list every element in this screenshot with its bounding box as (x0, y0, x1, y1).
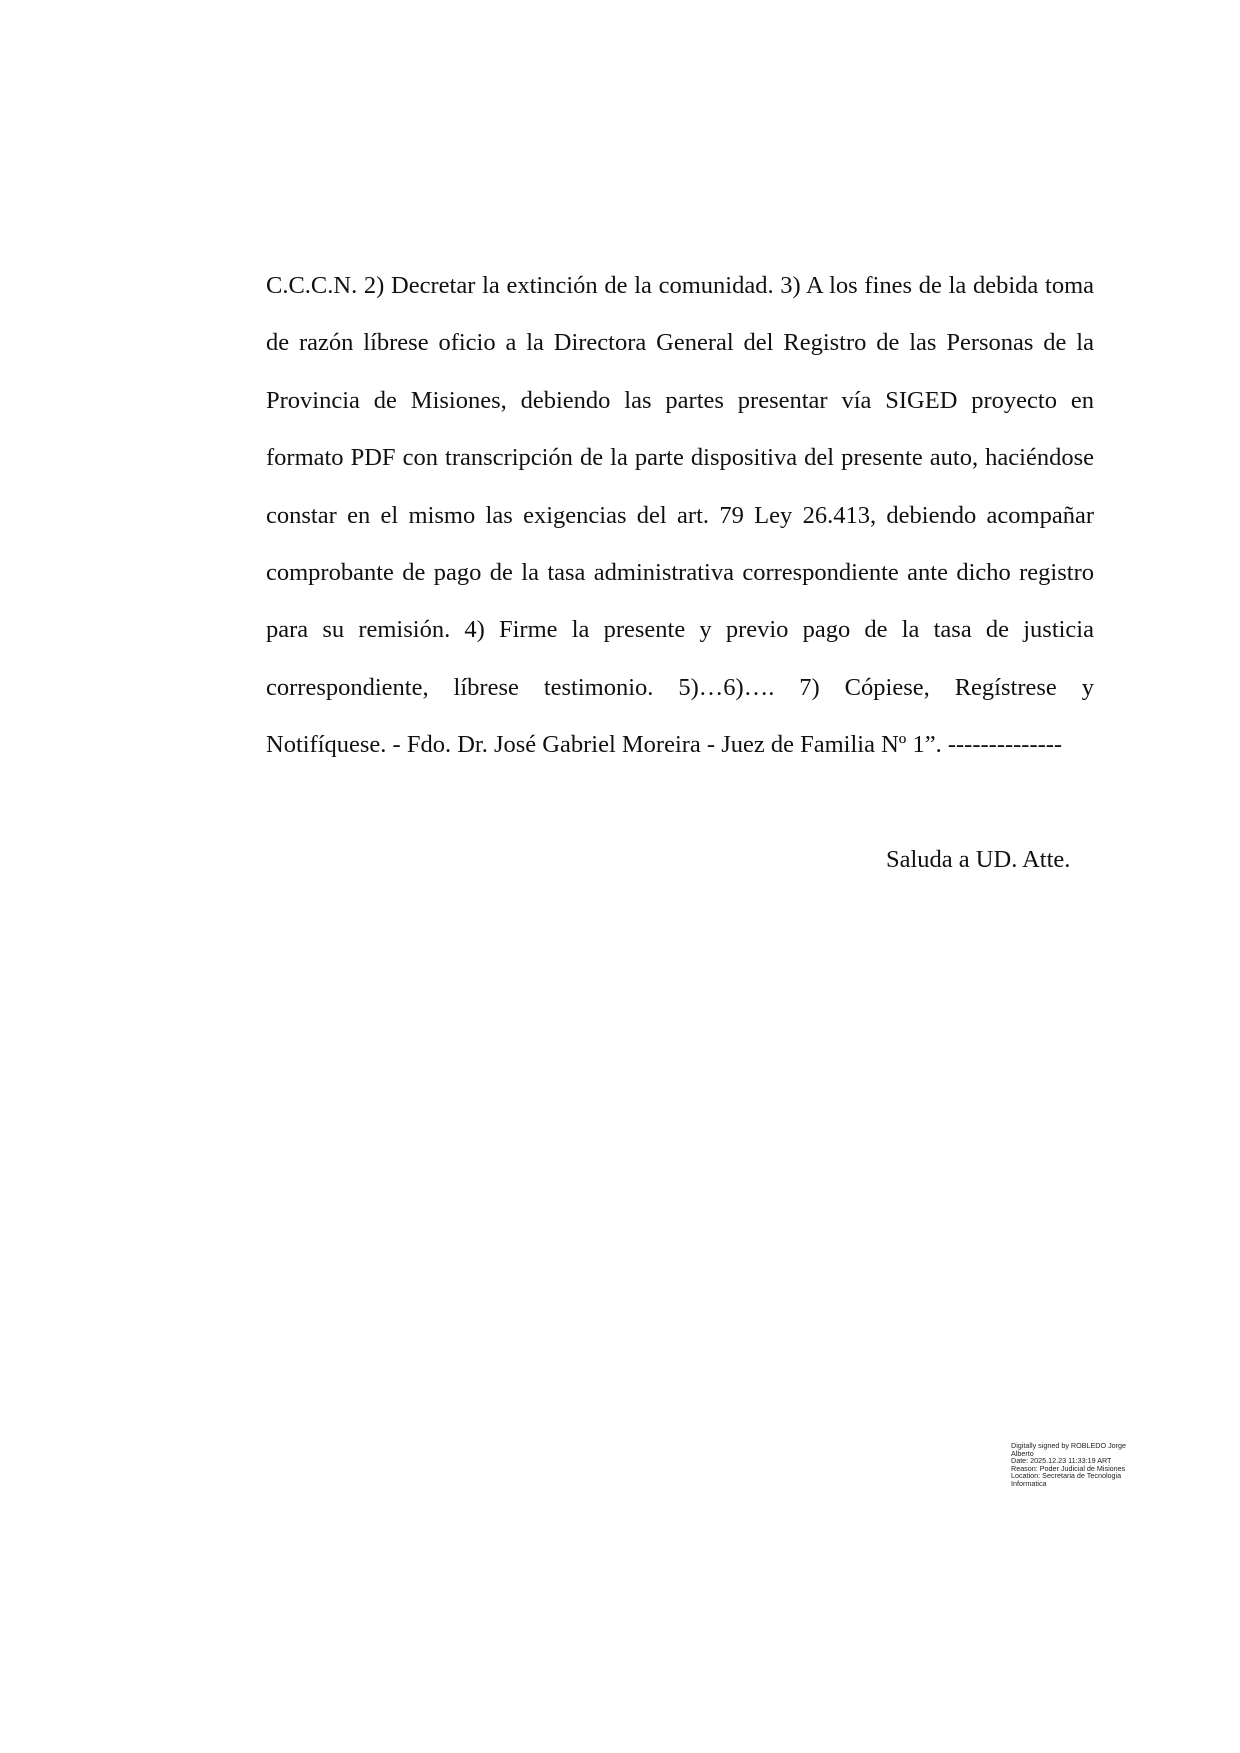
signature-line: Date: 2025.12.23 11:33:19 ART (1011, 1456, 1112, 1466)
body-line: Provincia de Misiones, debiendo las partes presentar vía SIGED proyecto en (266, 386, 1094, 414)
signature-line: Digitally signed by ROBLEDO Jorge (1011, 1441, 1127, 1450)
signature-line: Reason: Poder Judicial de Misiones (1011, 1463, 1126, 1473)
body-line: de razón líbrese oficio a la Directora General del Registro de las Personas de la (266, 329, 1094, 357)
body-line: correspondiente, líbrese testimonio. 5)…6)…. 7) Cópiese, Regístrese y (266, 673, 1094, 701)
digital-signature-stamp (1011, 1442, 1161, 1488)
closing-salutation: Saluda a UD. Atte. (886, 846, 1071, 873)
body-line: Notifíquese. - Fdo. Dr. José Gabriel Moreira - Juez de Familia Nº 1”. -------------- (266, 731, 1063, 759)
signature-line: Location: Secretaria de Tecnologia (1011, 1471, 1122, 1481)
body-paragraph (266, 257, 1094, 774)
body-line: constar en el mismo las exigencias del art. 79 Ley 26.413, debiendo acompañar (266, 501, 1094, 529)
signature-line: Alberto (1011, 1448, 1034, 1458)
signature-line: Informatica (1011, 1478, 1047, 1488)
body-line: formato PDF con transcripción de la parte dispositiva del presente auto, haciéndose (266, 444, 1094, 472)
body-line: comprobante de pago de la tasa administrativa correspondiente ante dicho registro (266, 558, 1094, 586)
body-line: C.C.C.N. 2) Decretar la extinción de la comunidad. 3) A los fines de la debida toma (266, 272, 1094, 299)
body-line: para su remisión. 4) Firme la presente y previo pago de la tasa de justicia (266, 616, 1094, 644)
